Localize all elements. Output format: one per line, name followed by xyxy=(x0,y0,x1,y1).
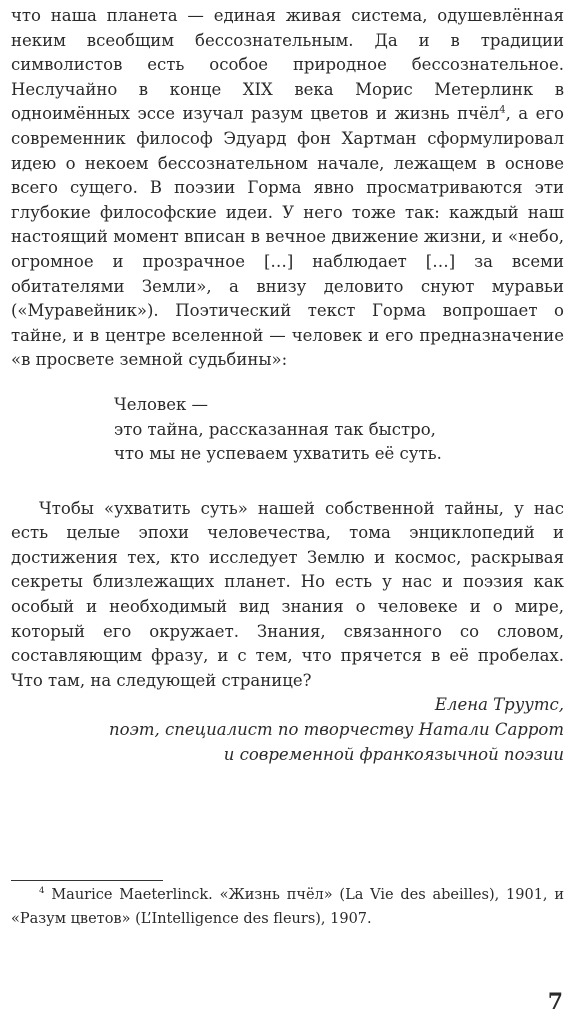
poem-quote xyxy=(114,393,564,467)
paragraph-1 xyxy=(11,4,564,373)
signature-name: Елена Труутс, xyxy=(434,695,564,715)
page-body xyxy=(11,4,564,767)
paragraph-1-text-b: , а его современник философ Эдуард фон Хартман сформулировал идею о некоем бессознательном начале, лежащем в основе всего сущего. В поэзии Горма явно просматриваются эти глубокие философские идеи. У него тоже так: каждый наш настоящий момент вписан в вечное движение жизни, и «небо, огромное и прозрачное […] наблюдает […] за всеми обитателями Земли», а внизу деловито снуют муравьи («Муравейник»). Поэтический текст Горма вопрошает о тайне, и в центре вселенной — человек и его предназначение «в просвете земной судьбины»: xyxy=(11,104,564,370)
page-number: 7 xyxy=(547,989,563,1015)
signature-role-continued: и современной франкоязычной поэзии xyxy=(223,744,564,764)
footnote-number: 4 xyxy=(39,886,45,897)
paragraph-2: Чтобы «ухватить суть» нашей собственной тайны, у нас есть целые эпохи человечества, тома энциклопедий и достижения тех, кто исследует Землю и космос, раскрывая секреты близлежащих планет. Но есть у нас и поэзия как особый и необходимый вид знания о человеке и о мире, который его окружает. Знания, связанного со словом, составляющим фразу, и с тем, что прячется в её пробелах. Что там, на следующей странице? xyxy=(11,498,564,690)
poem-line-3: что мы не успеваем ухватить её суть. xyxy=(114,444,442,464)
footnote-divider xyxy=(11,880,163,881)
footnote-text: Maurice Maeterlinck. «Жизнь пчёл» (La Vie des abeilles), 1901, и «Разум цветов» (L’Intelligence des fleurs), 1907. xyxy=(11,887,564,927)
poem-line-1: Человек — xyxy=(114,394,209,414)
signature-role: поэт, специалист по творчеству Натали Саррот xyxy=(109,720,564,740)
paragraph-1-text-a: что наша планета — единая живая система, одушевлённая неким всеобщим бессознательным. Да и в традиции символистов есть особое природное бессознательное. Неслучайно в конце XIX века Морис Метерлинк в одноимённых эссе изучал разум цветов и жизнь пчёл xyxy=(11,6,564,124)
footnote xyxy=(11,884,564,931)
author-signature xyxy=(11,693,564,767)
footnote-reference[interactable]: 4 xyxy=(499,104,506,116)
poem-line-2: это тайна, рассказанная так быстро, xyxy=(114,419,436,439)
